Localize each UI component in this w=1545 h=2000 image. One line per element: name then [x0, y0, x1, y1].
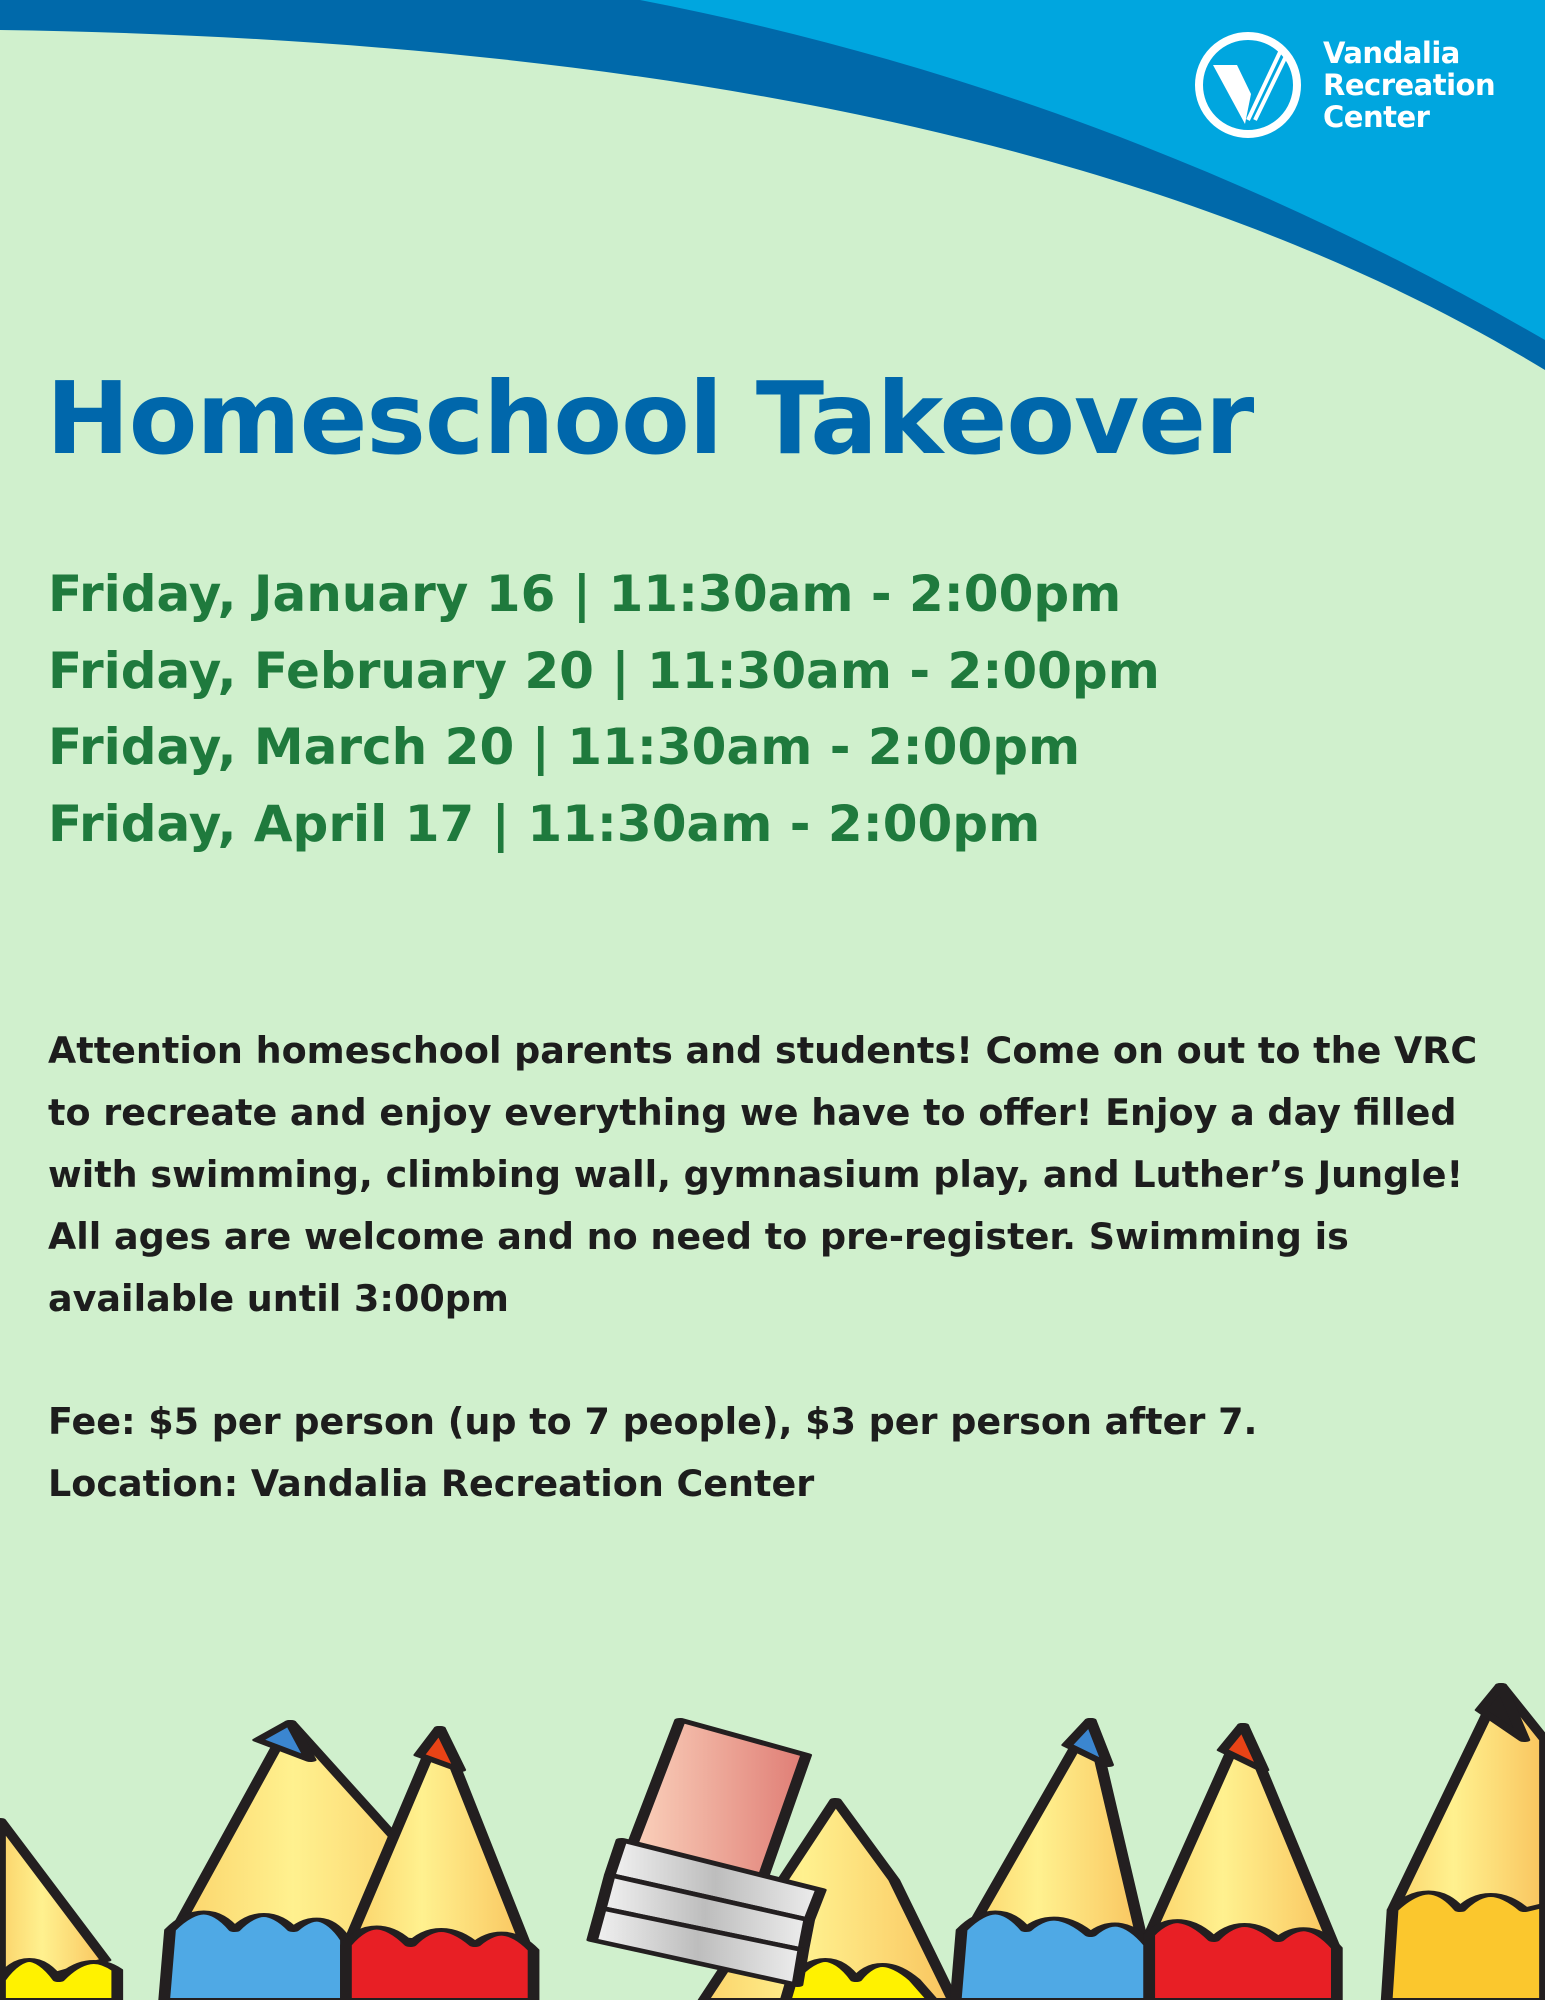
pencils-illustration: [0, 1680, 1545, 2000]
location-text: Location: Vandalia Recreation Center: [48, 1462, 815, 1505]
event-date: Friday, January 16 | 11:30am - 2:00pm: [48, 565, 1122, 623]
description: [48, 1020, 1488, 1330]
logo-word: Center: [1323, 100, 1430, 134]
event-date: Friday, March 20 | 11:30am - 2:00pm: [48, 718, 1081, 776]
logo-word: Recreation: [1323, 68, 1496, 102]
event-date: Friday, April 17 | 11:30am - 2:00pm: [48, 794, 1041, 853]
event-dates: [48, 556, 1160, 862]
vandalia-logo: [1193, 30, 1495, 140]
details: [48, 1391, 1488, 1515]
logo-word: Vandalia: [1323, 36, 1460, 70]
fee-text: Fee: $5 per person (up to 7 people), $3 per person after 7.: [48, 1400, 1258, 1443]
vandalia-v-logo-icon: [1193, 30, 1303, 140]
logo-text: [1323, 37, 1495, 133]
page-title: Homeschool Takeover: [46, 360, 1254, 477]
description-text: Attention homeschool parents and students! Come on out to the VRC to recreate and enjoy everything we have to offer! Enjoy a day filled with swimming, climbing wall, gymnasium play, and Luther’s Jungle! All ages are welcome and no need to pre-register. Swimming is available until 3:00pm: [48, 1029, 1478, 1320]
event-date: Friday, February 20 | 11:30am - 2:00pm: [48, 641, 1160, 700]
